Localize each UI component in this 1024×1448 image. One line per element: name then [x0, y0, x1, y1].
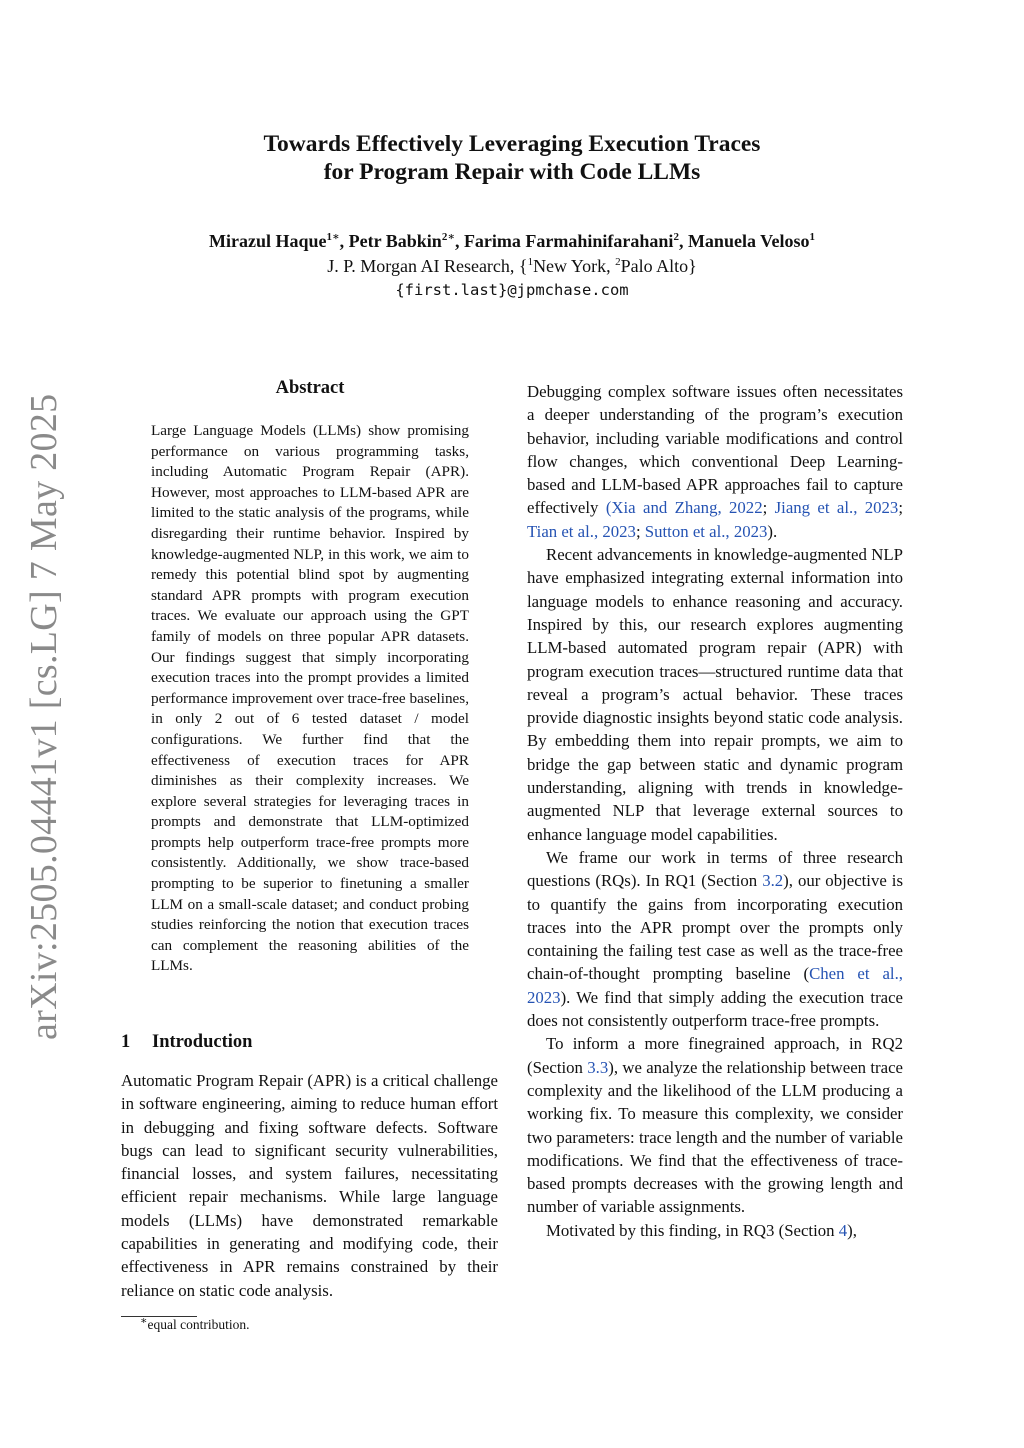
section-reference-link[interactable]: 4	[838, 1220, 848, 1240]
abstract-text: Large Language Models (LLMs) show promising performance on various programming tasks, including Automatic Program Repair (APR). However, most approaches to LLM-based APR are limited to the static analysis of the programs, while disregarding their runtime behavior. Inspired by knowledge-augmented NLP, in this work, we aim to remedy this potential blind spot by augmenting standard APR prompts with program execution traces. We evaluate our approach using the GPT family of models on three popular APR datasets. Our findings suggest that simply incorporating execution traces into the prompt provides a limited performance improvement over trace-free baselines, in only 2 out of 6 tested dataset / model configurations. We further find that the effectiveness of execution traces for APR diminishes as their complexity increases. We explore several strategies for leveraging traces in prompts and demonstrate that LLM-optimized prompts help outperform trace-free prompts more consistently. Additionally, we show trace-based prompting to be superior to finetuning a smaller LLM on a small-scale dataset; and conduct probing studies reinforcing the notion that execution traces can complement the reasoning abilities of the LLMs.	[151, 422, 469, 975]
paragraph-text: ), our objective is to quantify the gains from incorporating execution traces into the APR prompt over the prompts only containing the failing test case as well as the trace-free chain-of-thought prompting baseline (	[527, 871, 903, 984]
section-heading-introduction	[121, 1032, 252, 1053]
citation-link[interactable]: Jiang et al., 2023	[774, 498, 899, 518]
footnote-text: equal contribution.	[147, 1317, 250, 1332]
paragraph-text: To inform a more finegrained approach, in RQ2 (Section	[527, 1034, 903, 1077]
paragraph-text: Motivated by this finding, in RQ3 (Section	[546, 1220, 839, 1240]
affiliation-location: Palo Alto}	[620, 256, 697, 276]
abstract-heading: Abstract	[275, 378, 345, 398]
affiliation	[0, 254, 1024, 278]
footnote	[140, 1316, 249, 1334]
section-reference-link[interactable]: 3.3	[587, 1057, 609, 1077]
contact-email: {first.last}@jpmchase.com	[395, 281, 629, 299]
author-mark: 2	[673, 231, 679, 243]
author-separator: ,	[454, 231, 464, 251]
paragraph-text: Debugging complex software issues often necessitates a deeper understanding of the program’s execution behavior, including variable modifications and control flow changes, which conventional Deep Learning-based and LLM-based APR approaches fail to capture effectively	[527, 382, 903, 518]
paragraph-text: ). We find that simply adding the execution trace does not consistently outperform trace-free prompts.	[527, 987, 903, 1031]
affiliation-org: J. P. Morgan AI Research, {	[327, 256, 528, 276]
author-name: Mirazul Haque	[209, 231, 327, 251]
citation-link[interactable]: Sutton et al., 2023	[644, 521, 768, 541]
author-separator: ,	[339, 231, 349, 251]
introduction-paragraph-5	[527, 1032, 903, 1218]
citation-separator: ;	[898, 498, 903, 518]
affiliation-mark: 2	[615, 256, 621, 268]
introduction-paragraph-1: Automatic Program Repair (APR) is a critical challenge in software engineering, aiming to reduce human effort in debugging and fixing software defects. Software bugs can lead to significant security vulnerabilities, financial losses, and system failures, necessitating efficient repair mechanisms. While large language models (LLMs) have demonstrated remarkable capabilities in generating and modifying code, their effectiveness in APR remains constrained by their reliance on static code analysis.	[121, 1071, 498, 1300]
arxiv-identifier-stamp: arXiv:2505.04441v1 [cs.LG] 7 May 2025	[23, 393, 65, 1040]
section-reference-link[interactable]: 3.2	[762, 871, 784, 891]
right-column	[527, 380, 903, 1242]
citation-separator: ;	[762, 498, 775, 518]
paragraph-text: We frame our work in terms of three research questions (RQs). In RQ1 (Section	[527, 847, 903, 891]
affiliation-mark: 1	[527, 256, 534, 268]
footnote-mark: ∗	[140, 1315, 148, 1327]
author-name: Petr Babkin	[348, 231, 442, 251]
introduction-paragraph-3: Recent advancements in knowledge-augmented NLP have emphasized integrating external information into language models to enhance reasoning and accuracy. Inspired by this, our research explores augmenting LLM-based automated program repair (APR) with program execution traces—structured runtime data that reveal a program’s actual behavior. These traces provide diagnostic insights beyond static code analysis. By embedding them into repair prompts, we aim to bridge the gap between static and dynamic program understanding, aligning with trends in knowledge-augmented NLP that leverage external sources to enhance language model capabilities.	[527, 545, 903, 844]
author-mark: 1	[809, 231, 815, 243]
paragraph-text: ),	[847, 1220, 857, 1240]
section-title: Introduction	[152, 1032, 253, 1052]
author-mark: 1∗	[326, 231, 340, 243]
citation-separator: ;	[635, 521, 645, 541]
author-name: Manuela Veloso	[687, 231, 810, 251]
author-name: Farima Farmahinifarahani	[463, 231, 674, 251]
paragraph-text: ).	[767, 521, 778, 541]
affiliation-location: New York,	[533, 256, 616, 276]
section-number: 1	[121, 1032, 131, 1052]
author-mark: 2∗	[441, 231, 455, 243]
citation-link[interactable]: (Xia and Zhang, 2022	[605, 498, 763, 518]
introduction-paragraph-4	[527, 846, 903, 1032]
introduction-paragraph-2	[527, 380, 903, 543]
paper-title	[0, 130, 1024, 186]
author-list	[0, 229, 1024, 253]
title-line-1: Towards Effectively Leveraging Execution Traces	[263, 131, 761, 157]
introduction-paragraph-6	[527, 1219, 903, 1242]
paragraph-text: ), we analyze the relationship between trace complexity and the likelihood of the LLM producing a working fix. To measure this complexity, we consider two parameters: trace length and the number of variable modifications. We find that the effectiveness of trace-based prompts decreases with the growing length and number of variable assignments.	[527, 1057, 903, 1217]
title-line-2: for Program Repair with Code LLMs	[323, 159, 701, 185]
citation-link[interactable]: Chen et al., 2023	[527, 964, 903, 1007]
author-separator: ,	[678, 231, 688, 251]
citation-link[interactable]: Tian et al., 2023	[527, 521, 636, 541]
